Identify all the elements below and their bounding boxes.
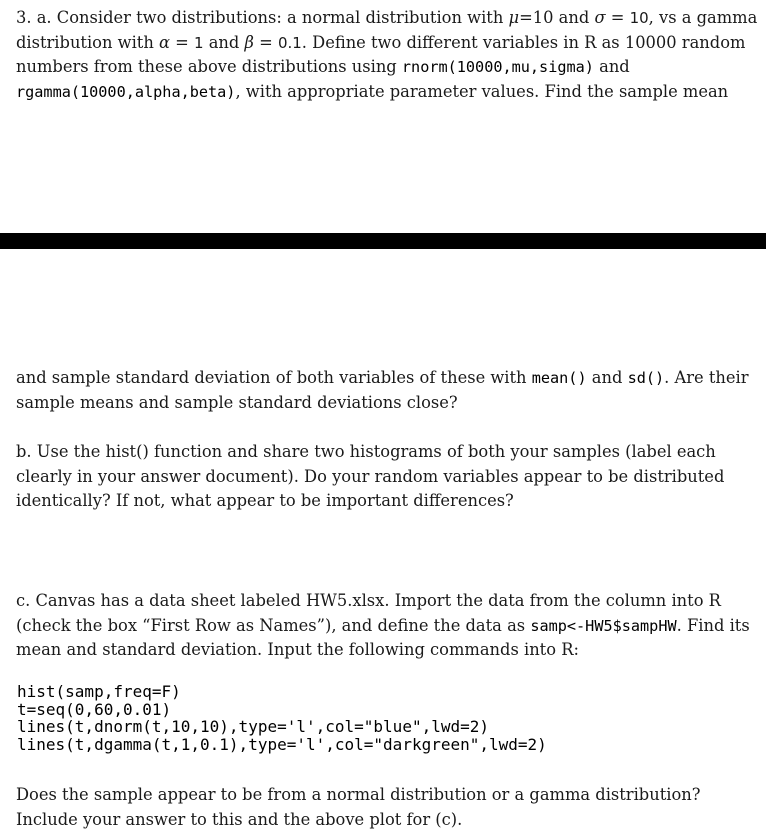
question-3a-paragraph [16,6,758,104]
sigma-symbol: σ [594,8,606,27]
alpha-symbol: α [159,32,170,52]
sd-code: sd() [627,369,665,387]
code-line: lines(t,dnorm(t,10,10),type='l',col="blue",lwd=2) [17,717,490,736]
mu-symbol: μ [508,8,520,27]
text-segment: = [519,8,533,27]
sigma-value: 10 [629,9,649,27]
text-segment: 3. a. Consider two distributions: a normal distribution with [16,8,509,27]
samp-assignment-code: samp<-HW5$sampHW [530,616,677,635]
text-segment: c. Canvas has a data sheet labeled HW5.xlsx. Import the data from the column into R (check the box “First Row as Names”), and define the data as [16,591,721,635]
mu-value: 10 [532,8,554,27]
question-3b-paragraph: b. Use the hist() function and share two histograms of both your samples (label each clearly in your answer document). Do your random variables appear to be distributed identically? If not, what appear to be important differences? [16,442,725,510]
r-code-block [17,683,547,753]
redaction-bar [0,233,766,249]
rgamma-code: rgamma(10000,alpha,beta) [16,82,236,101]
code-line: lines(t,dgamma(t,1,0.1),type='l',col="darkgreen",lwd=2) [17,734,547,754]
text-segment: . Are their sample means and sample standard deviations close? [16,368,749,412]
text-segment: . Find its mean and standard deviation. Input the following commands into R: [16,615,750,659]
mean-code: mean() [531,369,587,387]
question-3a-continuation [16,366,758,415]
rnorm-code: rnorm(10000,mu,sigma) [401,58,594,76]
text-segment: = [253,32,278,52]
beta-symbol: β [244,32,254,52]
beta-value: 0.1 [277,33,302,52]
text-segment: and [553,8,595,27]
text-segment: = [170,32,194,52]
text-segment: and [203,32,245,52]
text-segment: . Define two different variables in R as 10000 random numbers from these above distributions using [16,32,746,76]
text-segment: = [605,8,630,27]
code-line: t=seq(0,60,0.01) [17,699,172,719]
text-segment: and [593,57,630,76]
closing-question: Does the sample appear to be from a normal distribution or a gamma distribution? Include your answer to this and the above plot for (c). [16,785,701,829]
text-segment: , with appropriate parameter values. Find the sample mean [235,81,729,101]
code-line: hist(samp,freq=F) [17,682,181,701]
text-segment: and sample standard deviation of both variables of these with [16,368,532,387]
text-segment: , vs a gamma distribution with [16,8,758,52]
text-segment: and [586,368,628,387]
alpha-value: 1 [194,33,204,52]
question-3c-paragraph [16,589,758,663]
